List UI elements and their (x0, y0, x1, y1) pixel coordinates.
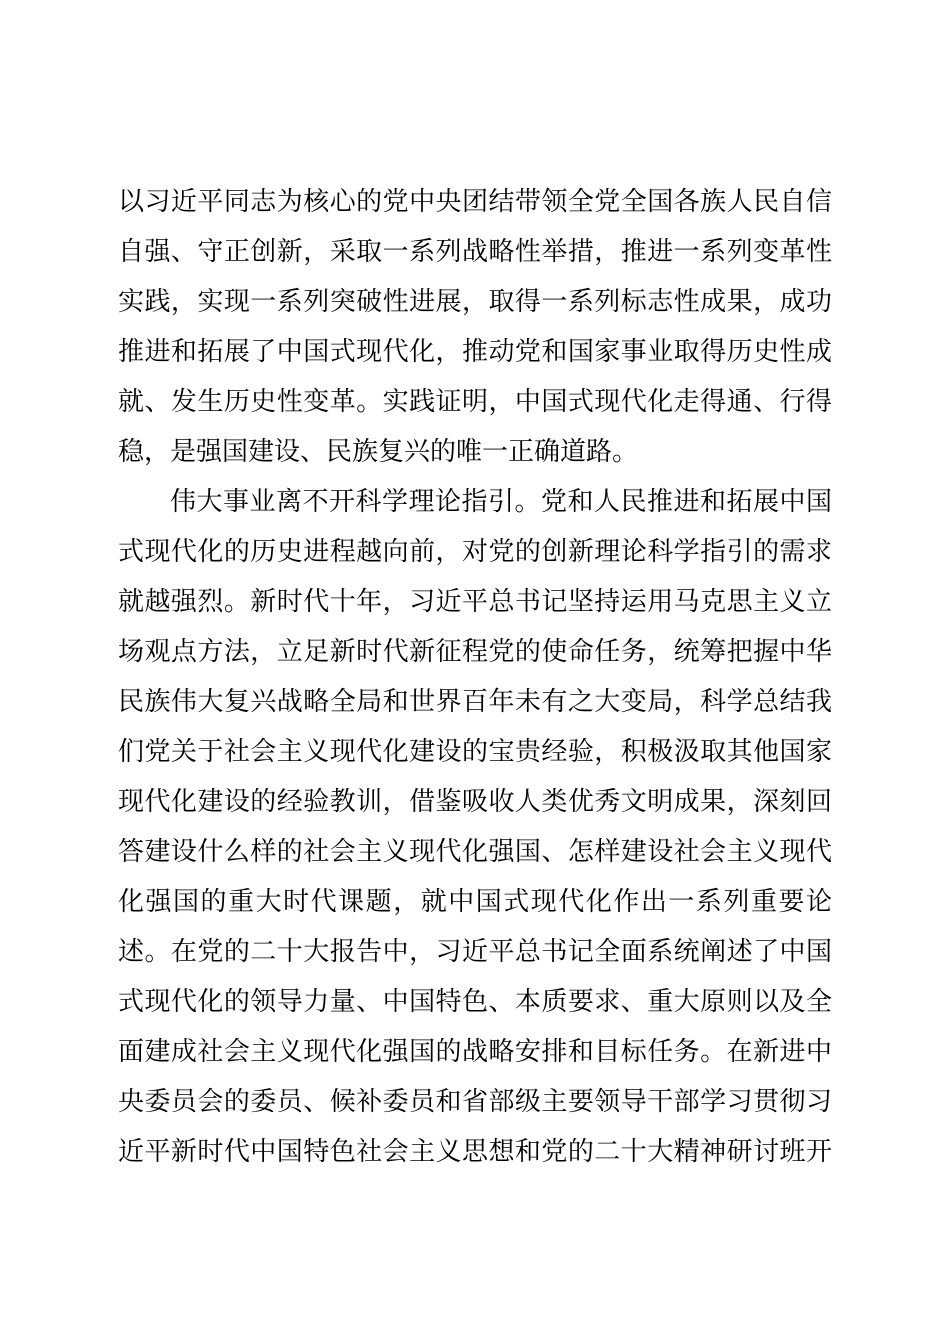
text-line: 就越强烈。新时代十年，习近平总书记坚持运用马克思主义立 (118, 586, 832, 616)
text-line: 场观点方法，立足新时代新征程党的使命任务，统筹把握中华 (118, 636, 832, 666)
text-line: 以习近平同志为核心的党中央团结带领全党全国各族人民自信 (118, 186, 832, 216)
document-body (118, 176, 832, 1176)
text-line: 自强、守正创新，采取一系列战略性举措，推进一系列变革性 (118, 236, 832, 266)
text-line: 式现代化的历史进程越向前，对党的创新理论科学指引的需求 (118, 536, 832, 566)
text-line: 推进和拓展了中国式现代化，推动党和国家事业取得历史性成 (118, 336, 832, 366)
text-line: 答建设什么样的社会主义现代化强国、怎样建设社会主义现代 (118, 836, 832, 866)
text-line: 伟大事业离不开科学理论指引。党和人民推进和拓展中国 (170, 486, 832, 516)
text-line: 实践，实现一系列突破性进展，取得一系列标志性成果，成功 (118, 286, 832, 316)
text-line: 们党关于社会主义现代化建设的宝贵经验，积极汲取其他国家 (118, 736, 832, 766)
text-line: 民族伟大复兴战略全局和世界百年未有之大变局，科学总结我 (118, 686, 832, 716)
text-line: 面建成社会主义现代化强国的战略安排和目标任务。在新进中 (118, 1036, 832, 1066)
paragraph (118, 176, 832, 476)
text-line: 现代化建设的经验教训，借鉴吸收人类优秀文明成果，深刻回 (118, 786, 832, 816)
text-line: 近平新时代中国特色社会主义思想和党的二十大精神研讨班开 (118, 1136, 832, 1166)
text-line: 央委员会的委员、候补委员和省部级主要领导干部学习贯彻习 (118, 1086, 832, 1116)
text-line: 述。在党的二十大报告中，习近平总书记全面系统阐述了中国 (118, 936, 832, 966)
text-line: 稳，是强国建设、民族复兴的唯一正确道路。 (118, 436, 639, 466)
paragraph (118, 476, 832, 1176)
text-line: 式现代化的领导力量、中国特色、本质要求、重大原则以及全 (118, 986, 832, 1016)
text-line: 就、发生历史性变革。实践证明，中国式现代化走得通、行得 (118, 386, 832, 416)
text-line: 化强国的重大时代课题，就中国式现代化作出一系列重要论 (118, 886, 832, 916)
